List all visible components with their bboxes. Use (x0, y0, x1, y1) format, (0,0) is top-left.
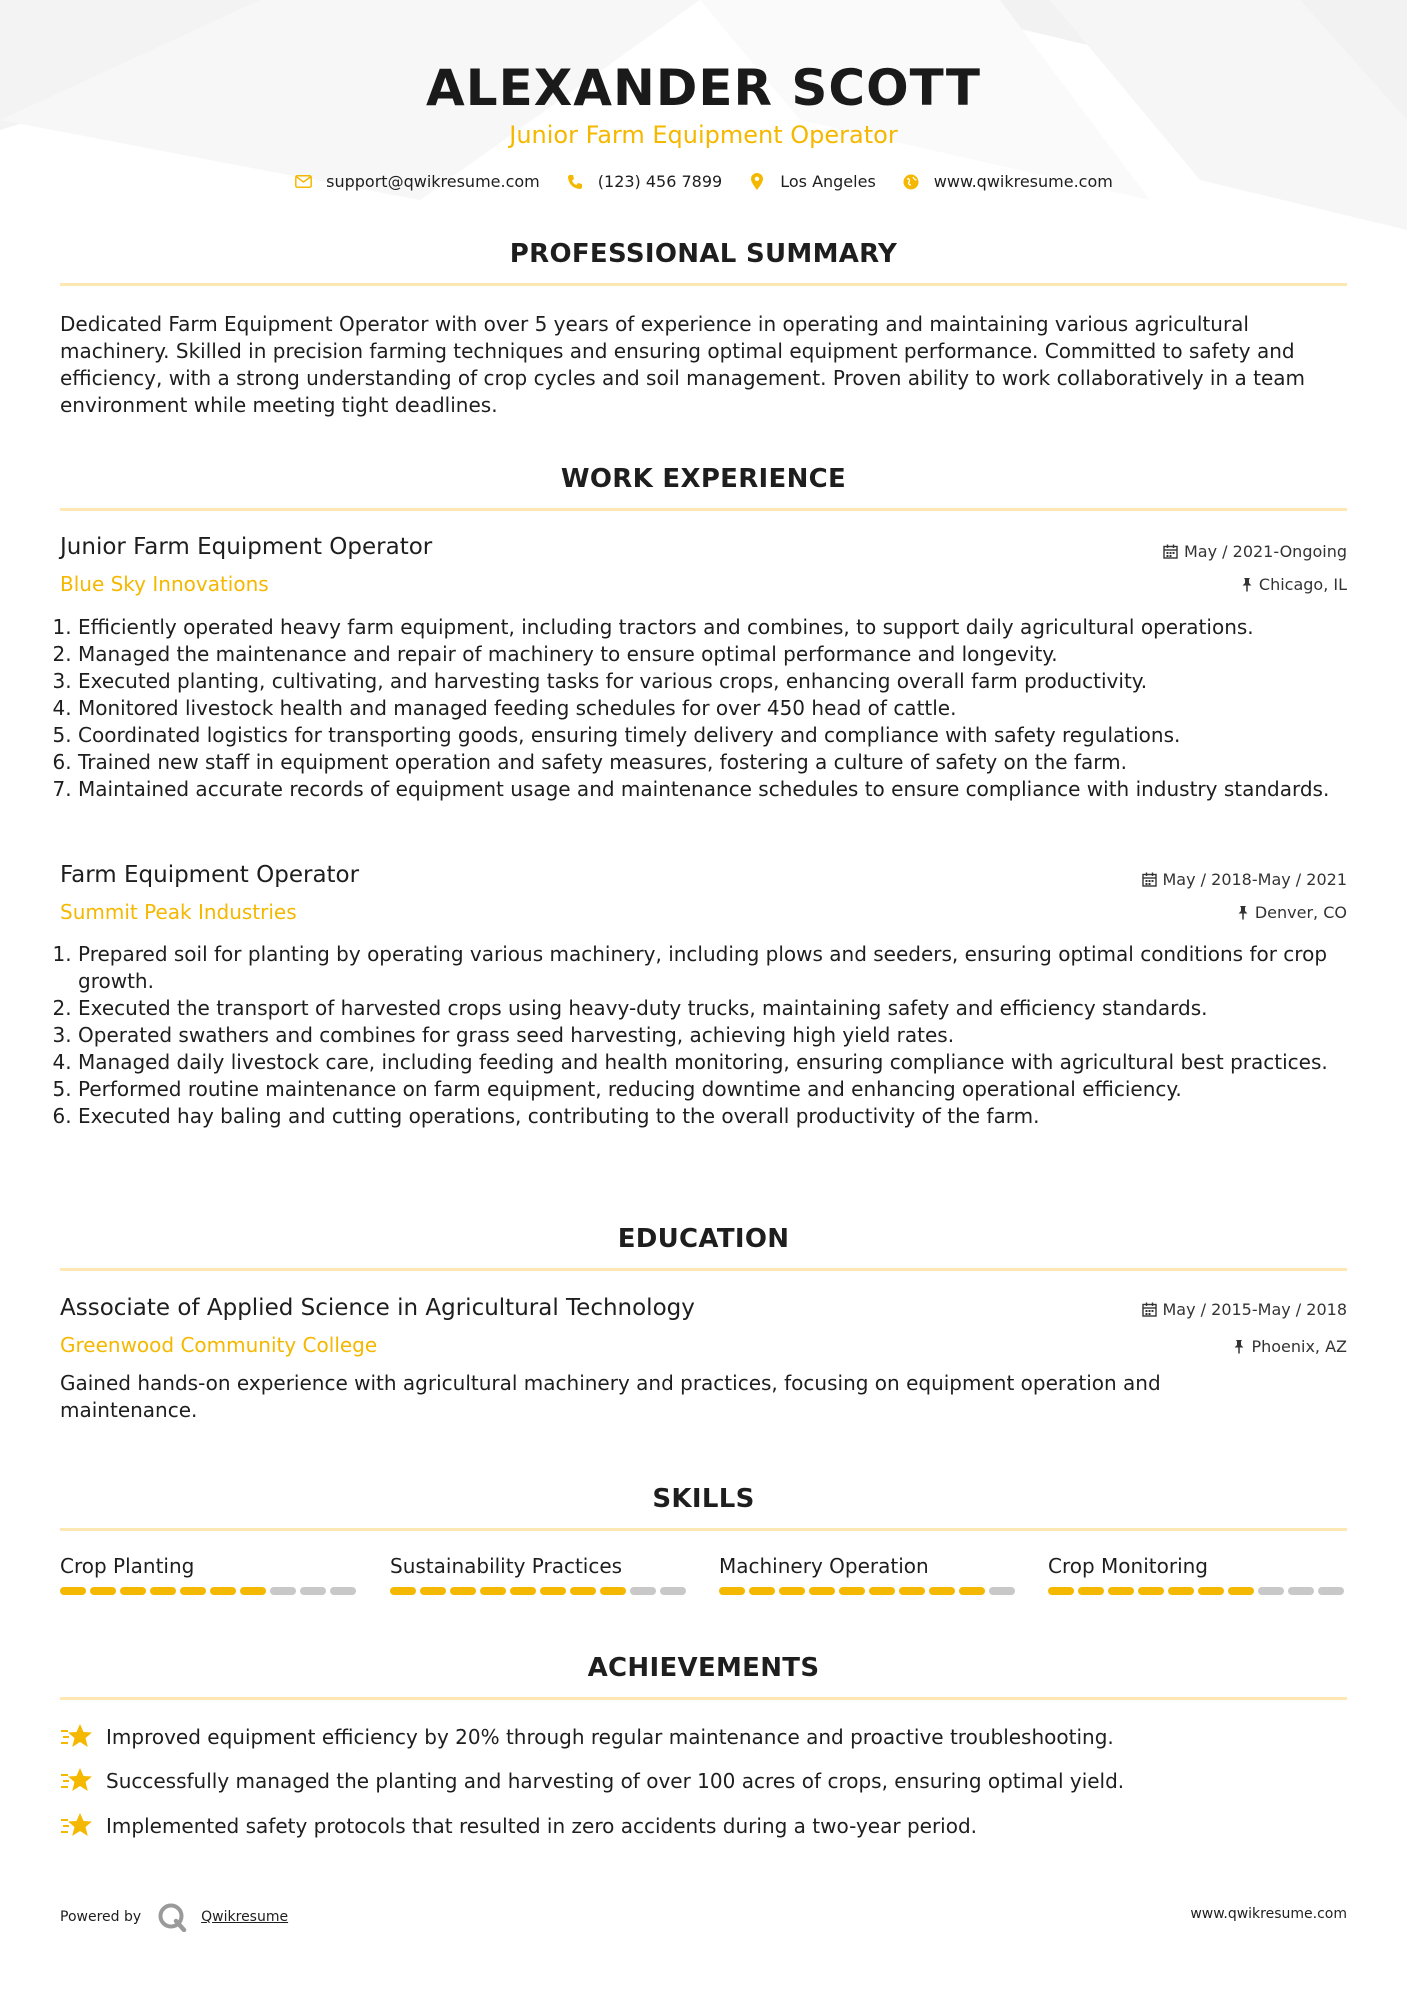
star-icon (60, 1811, 94, 1841)
skill-segment-filled (1198, 1587, 1224, 1595)
achievement-text: Improved equipment efficiency by 20% through regular maintenance and proactive troubleshooting. (106, 1725, 1114, 1749)
location-text: Los Angeles (780, 172, 876, 191)
list-item: 2. Managed the maintenance and repair of machinery to ensure optimal performance and longevity. (78, 641, 1368, 668)
skill-name: Machinery Operation (719, 1554, 929, 1578)
skill-level-bar (1048, 1587, 1348, 1595)
contact-website[interactable] (902, 172, 1113, 191)
calendar-icon (1142, 872, 1157, 887)
skill-segment-filled (839, 1587, 865, 1595)
achievement-text: Implemented safety protocols that resulted in zero accidents during a two-year period. (106, 1814, 978, 1838)
skill-name: Crop Monitoring (1048, 1554, 1208, 1578)
education-location-text: Phoenix, AZ (1251, 1337, 1347, 1356)
candidate-title: Junior Farm Equipment Operator (509, 121, 898, 149)
candidate-name: ALEXANDER SCOTT (426, 59, 981, 117)
map-pin-icon (748, 173, 766, 191)
skill-segment-filled (390, 1587, 416, 1595)
globe-icon (902, 173, 920, 191)
skill-segment-empty (300, 1587, 326, 1595)
footer-powered-by (60, 1902, 288, 1932)
list-item: 7. Maintained accurate records of equipment usage and maintenance schedules to ensure compliance with industry standards. (78, 776, 1368, 803)
skill-segment-filled (240, 1587, 266, 1595)
education-location (1233, 1337, 1347, 1356)
skill-segment-filled (480, 1587, 506, 1595)
list-item: 5. Coordinated logistics for transporting goods, ensuring timely delivery and compliance with safety regulations. (78, 722, 1368, 749)
skill-segment-filled (420, 1587, 446, 1595)
skill-segment-filled (1078, 1587, 1104, 1595)
contact-location (748, 172, 876, 191)
skill-item (719, 1553, 1019, 1595)
powered-by-label: Powered by (60, 1909, 142, 1925)
skill-level-bar (60, 1587, 360, 1595)
achievement-text: Successfully managed the planting and harvesting of over 100 acres of crops, ensuring optimal yield. (106, 1769, 1125, 1793)
skill-segment-filled (540, 1587, 566, 1595)
achievement-item (60, 1766, 1124, 1796)
pushpin-icon (1233, 1339, 1245, 1354)
list-item: 4. Managed daily livestock care, including feeding and health monitoring, ensuring compliance with agricultural best practices. (78, 1049, 1368, 1076)
summary-text: Dedicated Farm Equipment Operator with over 5 years of experience in operating and maintaining various agricultural machinery. Skilled in precision farming techniques and ensuring optimal equipment performance. Committed to safety and efficiency, with a strong understanding of crop cycles and soil management. Proven ability to work collaboratively in a team environment while meeting tight deadlines. (60, 312, 1305, 417)
skills-divider (60, 1528, 1347, 1531)
star-icon (60, 1766, 94, 1796)
skill-item (390, 1553, 690, 1595)
skill-level-bar (719, 1587, 1019, 1595)
envelope-icon (294, 173, 312, 191)
list-item: 6. Executed hay baling and cutting operations, contributing to the overall productivity of the farm. (78, 1103, 1368, 1130)
job-location-text: Chicago, IL (1258, 575, 1347, 594)
calendar-icon (1163, 544, 1178, 559)
degree-title: Associate of Applied Science in Agricultural Technology (60, 1295, 695, 1321)
job-company: Summit Peak Industries (60, 900, 297, 924)
list-item: 5. Performed routine maintenance on farm equipment, reducing downtime and enhancing operational efficiency. (78, 1076, 1368, 1103)
website-text: www.qwikresume.com (933, 172, 1113, 191)
list-item: 3. Operated swathers and combines for grass seed harvesting, achieving high yield rates. (78, 1022, 1368, 1049)
contact-phone[interactable] (566, 172, 722, 191)
skill-segment-filled (510, 1587, 536, 1595)
experience-divider (60, 508, 1347, 511)
skill-item (1048, 1553, 1348, 1595)
skill-segment-filled (869, 1587, 895, 1595)
contact-email[interactable] (294, 172, 540, 191)
contact-bar (0, 172, 1407, 191)
skill-segment-filled (90, 1587, 116, 1595)
job-title: Junior Farm Equipment Operator (60, 534, 433, 560)
job-date-text: May / 2021-Ongoing (1184, 542, 1347, 561)
achievements-heading: ACHIEVEMENTS (587, 1653, 820, 1683)
skill-segment-empty (1288, 1587, 1314, 1595)
skill-segment-filled (120, 1587, 146, 1595)
list-item: 3. Executed planting, cultivating, and harvesting tasks for various crops, enhancing overall farm productivity. (78, 668, 1368, 695)
calendar-icon (1142, 1302, 1157, 1317)
education-description: Gained hands-on experience with agricultural machinery and practices, focusing on equipment operation and maintenance. (60, 1371, 1161, 1422)
job-location (1237, 903, 1347, 922)
achievement-item (60, 1722, 1114, 1752)
job-date (1142, 870, 1348, 889)
skill-segment-filled (570, 1587, 596, 1595)
list-item: 1. Prepared soil for planting by operating various machinery, including plows and seeders, ensuring optimal conditions for crop growth. (78, 941, 1368, 995)
skill-name: Sustainability Practices (390, 1554, 623, 1578)
star-icon (60, 1722, 94, 1752)
skill-segment-empty (989, 1587, 1015, 1595)
skill-segment-filled (1228, 1587, 1254, 1595)
skill-segment-filled (1168, 1587, 1194, 1595)
list-item: 6. Trained new staff in equipment operation and safety measures, fostering a culture of safety on the farm. (78, 749, 1368, 776)
job-responsibilities (60, 614, 1368, 803)
job-location (1241, 575, 1347, 594)
skill-segment-filled (959, 1587, 985, 1595)
skill-segment-filled (600, 1587, 626, 1595)
skills-heading: SKILLS (652, 1484, 755, 1514)
skill-segment-filled (180, 1587, 206, 1595)
skill-item (60, 1553, 360, 1595)
school-name: Greenwood Community College (60, 1333, 378, 1357)
footer-website[interactable]: www.qwikresume.com (1190, 1906, 1347, 1922)
pushpin-icon (1237, 905, 1249, 920)
summary-heading: PROFESSIONAL SUMMARY (509, 239, 898, 269)
achievement-item (60, 1811, 977, 1841)
experience-heading: WORK EXPERIENCE (560, 464, 847, 494)
job-responsibilities (60, 941, 1368, 1130)
education-date-text: May / 2015-May / 2018 (1162, 1300, 1347, 1319)
skill-segment-empty (1318, 1587, 1344, 1595)
job-company: Blue Sky Innovations (60, 572, 269, 596)
phone-icon (566, 173, 584, 191)
skill-segment-filled (450, 1587, 476, 1595)
skill-segment-filled (210, 1587, 236, 1595)
achievements-divider (60, 1697, 1347, 1700)
skill-level-bar (390, 1587, 690, 1595)
skill-segment-filled (749, 1587, 775, 1595)
skill-segment-empty (330, 1587, 356, 1595)
skill-segment-filled (60, 1587, 86, 1595)
skill-segment-empty (1258, 1587, 1284, 1595)
skill-segment-filled (1108, 1587, 1134, 1595)
qwikresume-link[interactable]: Qwikresume (201, 1909, 289, 1925)
resume-header (0, 58, 1407, 150)
education-heading: EDUCATION (617, 1224, 790, 1254)
skill-segment-empty (660, 1587, 686, 1595)
skill-segment-filled (929, 1587, 955, 1595)
job-date-text: May / 2018-May / 2021 (1162, 870, 1347, 889)
email-text: support@qwikresume.com (326, 172, 540, 191)
skill-segment-filled (809, 1587, 835, 1595)
phone-text: (123) 456 7899 (597, 172, 723, 191)
pushpin-icon (1241, 577, 1253, 592)
skill-segment-filled (150, 1587, 176, 1595)
education-date (1142, 1300, 1348, 1319)
qwikresume-logo-icon (157, 1902, 187, 1932)
job-date (1163, 542, 1347, 561)
skill-segment-filled (719, 1587, 745, 1595)
skill-segment-filled (1048, 1587, 1074, 1595)
list-item: 4. Monitored livestock health and managed feeding schedules for over 450 head of cattle. (78, 695, 1368, 722)
skill-name: Crop Planting (60, 1554, 195, 1578)
skill-segment-filled (1138, 1587, 1164, 1595)
education-divider (60, 1268, 1347, 1271)
list-item: 2. Executed the transport of harvested crops using heavy-duty trucks, maintaining safety and efficiency standards. (78, 995, 1368, 1022)
job-title: Farm Equipment Operator (60, 862, 360, 888)
list-item: 1. Efficiently operated heavy farm equipment, including tractors and combines, to support daily agricultural operations. (78, 614, 1368, 641)
skill-segment-empty (630, 1587, 656, 1595)
skill-segment-filled (779, 1587, 805, 1595)
summary-divider (60, 283, 1347, 286)
job-location-text: Denver, CO (1254, 903, 1347, 922)
skill-segment-empty (270, 1587, 296, 1595)
skill-segment-filled (899, 1587, 925, 1595)
